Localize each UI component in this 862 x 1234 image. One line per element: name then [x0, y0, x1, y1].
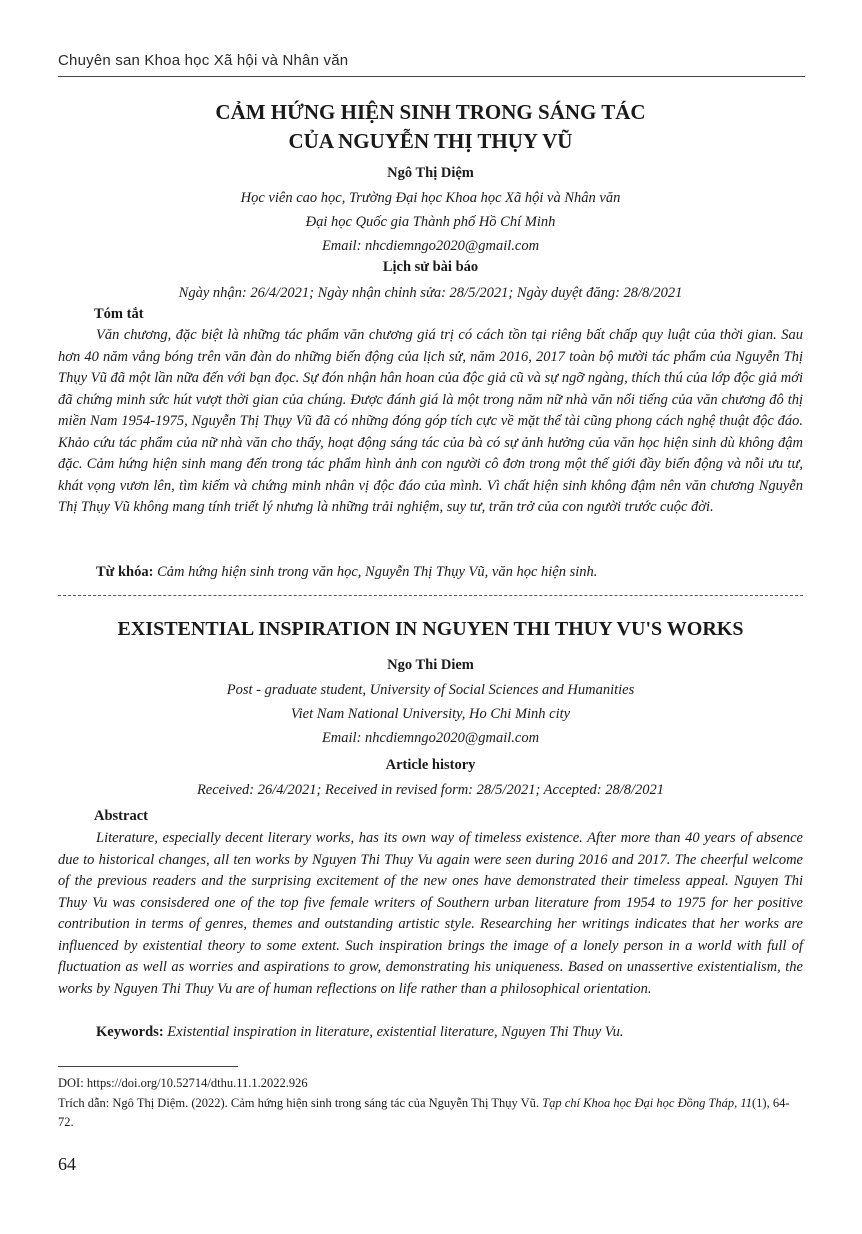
vi-keywords [58, 562, 803, 584]
en-affiliation [58, 678, 803, 750]
vi-keywords-text: Cảm hứng hiện sinh trong văn học, Nguyễn Thị Thụy Vũ, văn học hiện sinh. [157, 564, 598, 580]
en-abstract-text: Literature, especially decent literary works, has its own way of timeless existence. After more than 40 years of absence due to historical changes, all ten works by Nguyen Thi Thuy Vu again were seen during 2016 and 2017. The cheerful welcome of the previous readers and the surprising excitement of the new ones have demonstrated their timeless appeal. Nguyen Thi Thuy Vu was consisdered one of the top five female writers of Southern urban literature from 1954 to 1975 for her positive contribution in terms of genres, themes and outstanding artistic style. Researching her writings indicates that her works are influenced by existential theory to some extent. Such inspiration brings the image of a lonely person in a world with full of fluctuation as well as worries and aspirations to grow, demonstrating his uniqueness. Based on unassertive existentialism, the works by Nguyen Thi Thuy Vu are of human reflections on life rather than a philosophical orientation. [58, 830, 803, 997]
citation-suffix: (1), 64-72. [58, 1096, 790, 1129]
en-abstract-heading: Abstract [94, 808, 148, 824]
en-author: Ngo Thi Diem [387, 657, 474, 673]
vi-email: Email: nhcdiemngo2020@gmail.com [321, 238, 540, 254]
vi-affiliation-line2: Đại học Quốc gia Thành phố Hồ Chí Minh [305, 214, 556, 230]
en-email: Email: nhcdiemngo2020@gmail.com [321, 730, 540, 746]
en-keywords-label: Keywords: [96, 1024, 164, 1040]
en-history-dates: Received: 26/4/2021; Received in revised form: 28/5/2021; Accepted: 28/8/2021 [196, 782, 665, 798]
en-keywords [58, 1022, 803, 1044]
footnote-rule [58, 1066, 238, 1067]
vi-title-line2: CỦA NGUYỄN THỊ THỤY VŨ [288, 129, 573, 153]
vi-history-heading: Lịch sử bài báo [382, 259, 479, 275]
vi-affiliation [58, 186, 803, 258]
vi-title [58, 98, 803, 156]
citation-prefix: Trích dẫn: Ngô Thị Diệm. (2022). Cảm hứng hiện sinh trong sáng tác của Nguyễn Thị Thụy Vũ. [58, 1096, 543, 1110]
header-rule [58, 76, 805, 77]
vi-title-line1: CẢM HỨNG HIỆN SINH TRONG SÁNG TÁC [215, 100, 646, 124]
running-head: Chuyên san Khoa học Xã hội và Nhân văn [58, 52, 349, 69]
vi-abstract-text: Văn chương, đặc biệt là những tác phẩm văn chương giá trị có cách tồn tại riêng bất chấp quy luật của thời gian. Sau hơn 40 năm vắng bóng trên văn đàn do những biến động của lịch sử, năm 2016, 2017 toàn bộ mười tác phẩm của Nguyễn Thị Thụy Vũ đã một lần nữa đến với bạn đọc. Sự đón nhận hân hoan của độc giả cũ và sự ngỡ ngàng, thích thú của lớp độc giả mới đã chứng minh sức hút vượt thời gian của chúng. Được đánh giá là một trong năm nữ nhà văn nổi tiếng của văn chương đô thị miền Nam 1954-1975, Nguyễn Thị Thụy Vũ đã có những đóng góp tích cực về mặt thể tài cũng phong cách nghệ thuật độc đáo. Khảo cứu tác phẩm của nữ nhà văn cho thấy, hoạt động sáng tác của bà có sự ảnh hưởng của văn học hiện sinh dù không đậm đặc. Cảm hứng hiện sinh mang đến trong tác phẩm hình ảnh con người cô đơn trong một thế giới đầy biến động và nỗi ưu tư, khát vọng vươn lên, tìm kiếm và chứng minh nhân vị độc đáo của mình. Vì chất hiện sinh không đậm nên văn chương Nguyễn Thị Thụy Vũ không mang tính triết lý nhưng là những trải nghiệm, suy tư, trăn trở của con người trước cuộc đời. [58, 327, 803, 515]
en-keywords-text: Existential inspiration in literature, existential literature, Nguyen Thi Thuy Vu. [167, 1024, 624, 1040]
vi-affiliation-line1: Học viên cao học, Trường Đại học Khoa học Xã hội và Nhân văn [240, 190, 621, 206]
citation-journal: Tạp chí Khoa học Đại học Đồng Tháp, 11 [542, 1096, 752, 1110]
footnote-citation [58, 1094, 803, 1132]
vi-abstract-heading: Tóm tắt [94, 306, 144, 322]
footnote-doi: DOI: https://doi.org/10.52714/dthu.11.1.2022.926 [58, 1076, 308, 1090]
en-affiliation-line1: Post - graduate student, University of Social Sciences and Humanities [226, 682, 635, 698]
page-number: 64 [58, 1154, 76, 1174]
vi-history-dates: Ngày nhận: 26/4/2021; Ngày nhận chỉnh sửa: 28/5/2021; Ngày duyệt đăng: 28/8/2021 [178, 285, 683, 301]
vi-author: Ngô Thị Diệm [387, 165, 474, 181]
en-affiliation-line2: Viet Nam National University, Ho Chi Minh city [290, 706, 571, 722]
en-title: EXISTENTIAL INSPIRATION IN NGUYEN THI THUY VU'S WORKS [117, 618, 744, 640]
vi-keywords-label: Từ khóa: [96, 564, 154, 580]
section-divider [58, 595, 803, 596]
en-history-heading: Article history [385, 757, 476, 773]
